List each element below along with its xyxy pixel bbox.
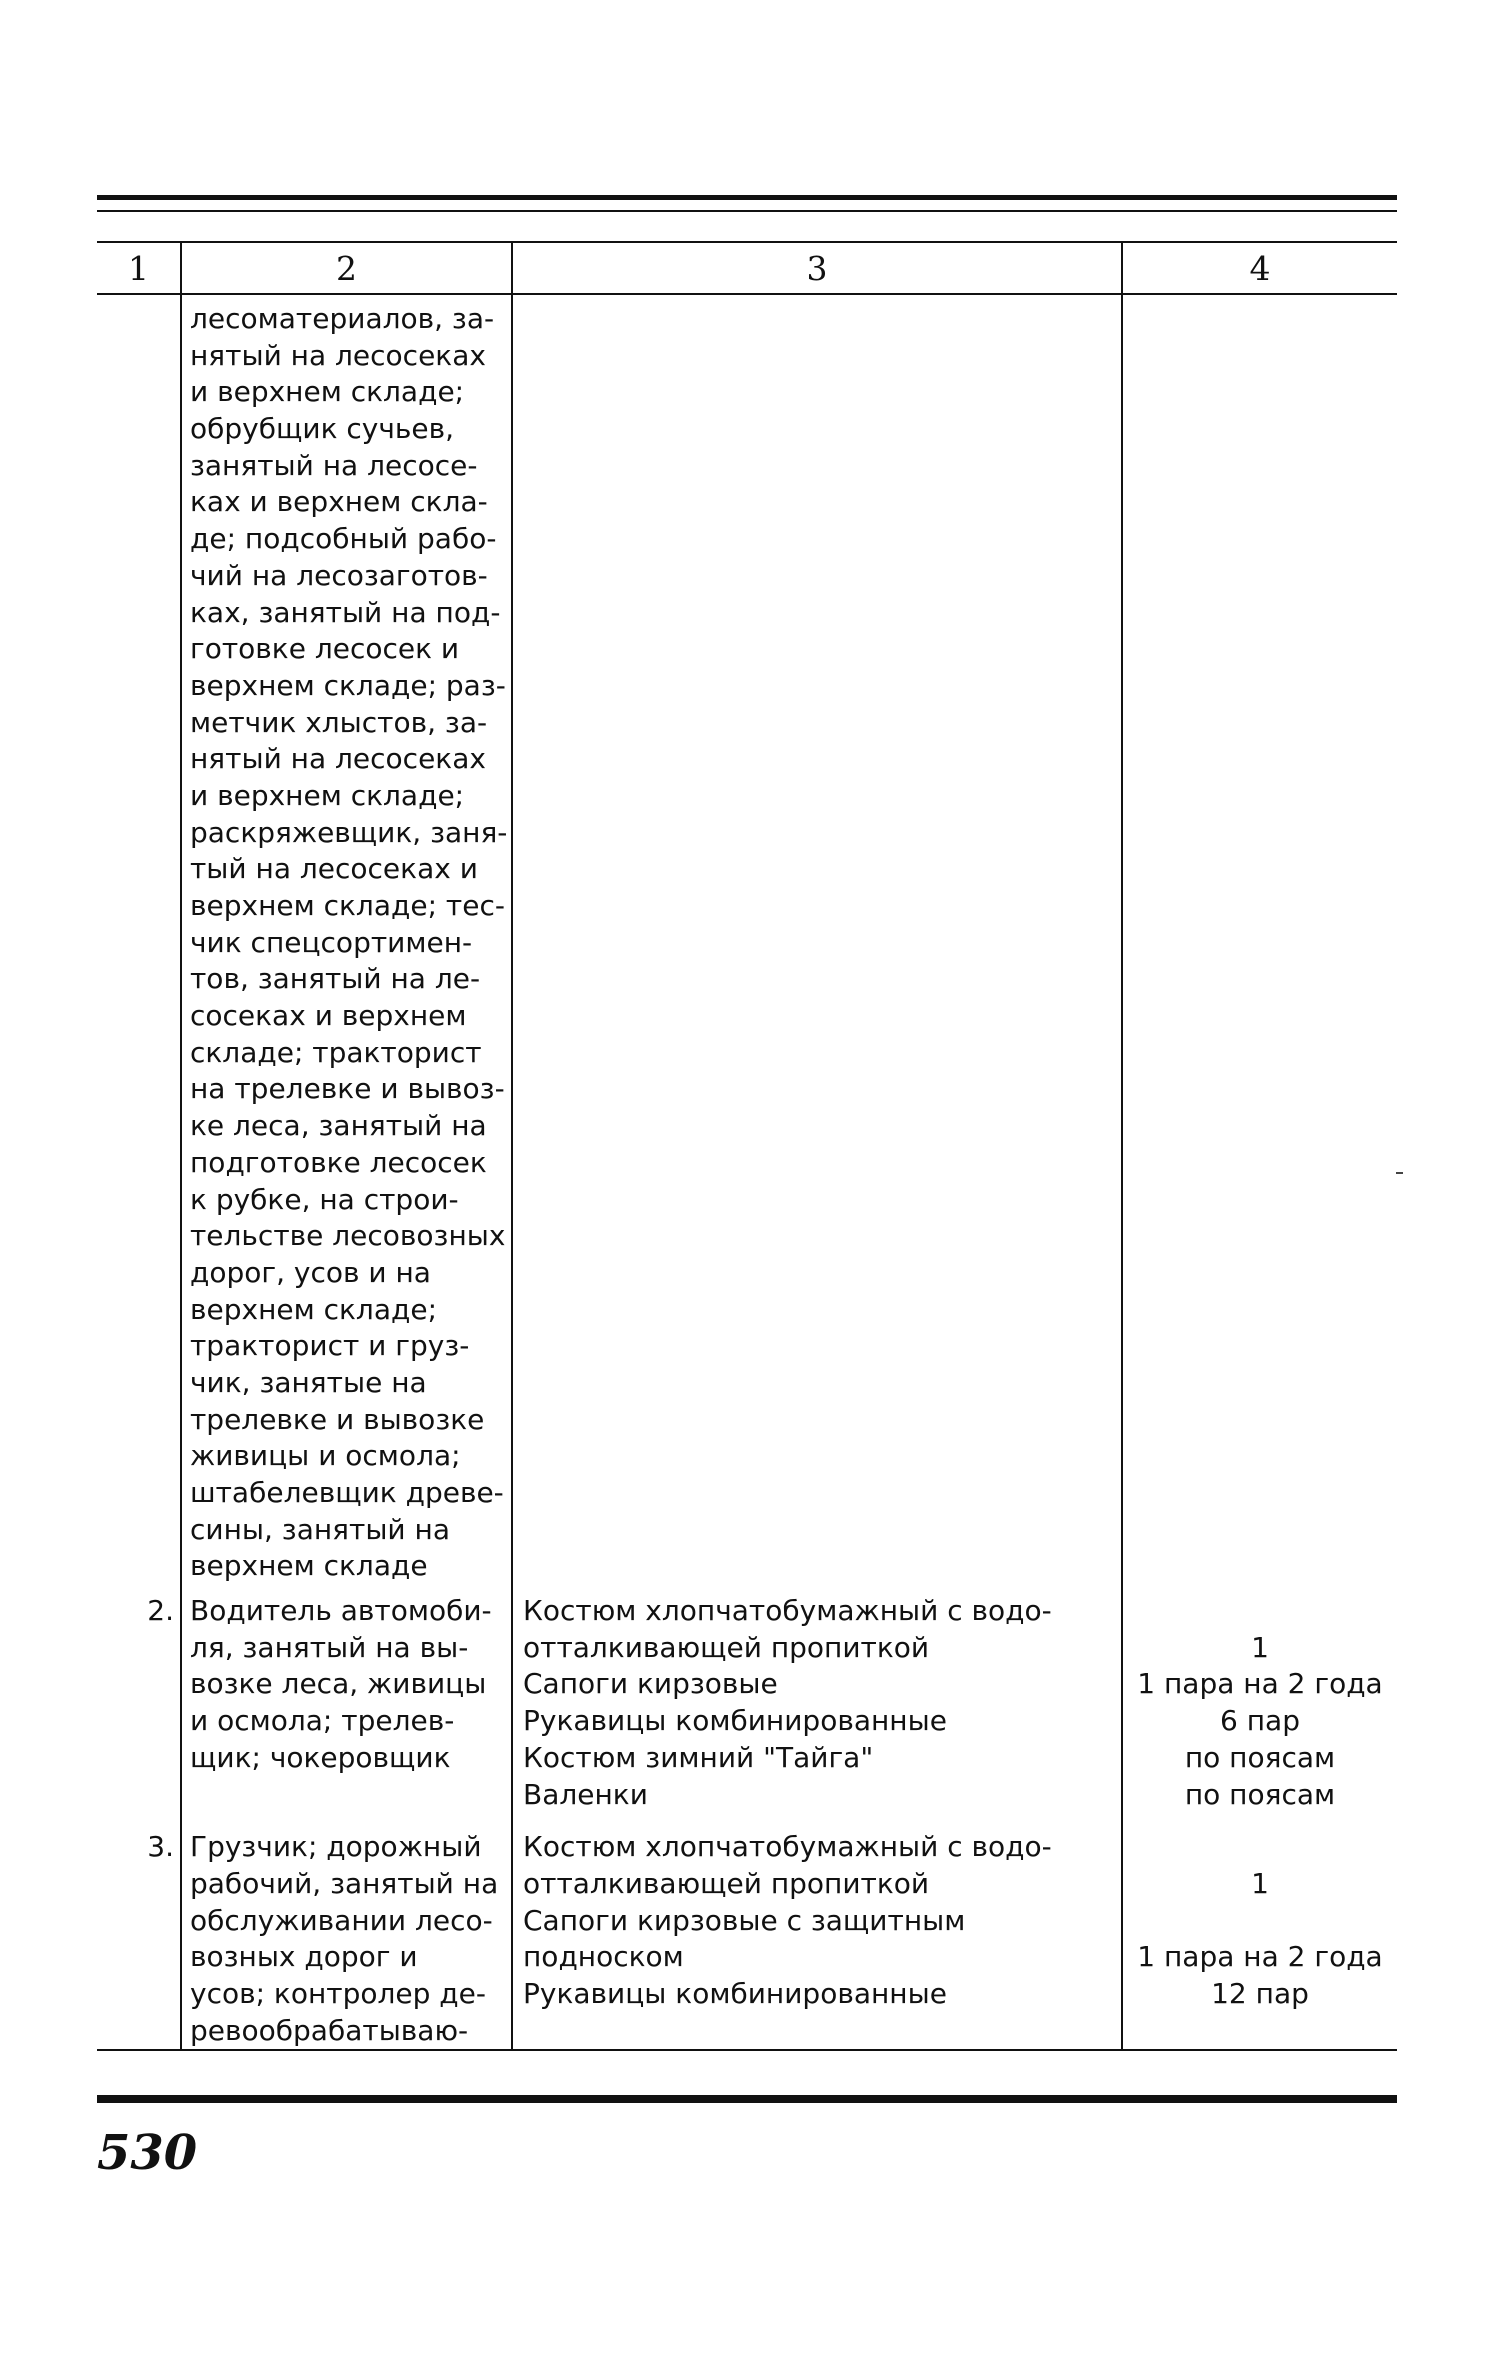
page-number: 530: [97, 2125, 198, 2181]
cell-line: подноском: [523, 1940, 684, 1974]
cell-line: 1 пара на 2 года: [1137, 1940, 1383, 1974]
bottom-rule: [97, 2095, 1397, 2103]
cell-line: Костюм зимний "Тайга": [523, 1740, 874, 1774]
cell-line: де; подсобный рабо-: [190, 522, 497, 556]
column-header-1: 1: [97, 242, 181, 294]
cell-line: чик, занятые на: [190, 1365, 427, 1399]
column-header-2: 2: [181, 242, 512, 294]
cell-line: дорог, усов и на: [190, 1255, 431, 1289]
cell-line: Валенки: [523, 1777, 648, 1811]
cell-line: тый на лесосеках и: [190, 852, 478, 886]
cell-line: к рубке, на строи-: [190, 1182, 459, 1216]
top-double-rule-thin: [97, 210, 1397, 212]
cell-line: ках, занятый на под-: [190, 595, 501, 629]
cell-line: тельстве лесовозных: [190, 1219, 506, 1253]
cell-line: возке леса, живицы: [190, 1667, 487, 1701]
cell-line: [1123, 1593, 1397, 1630]
ppe-items-cell: [512, 294, 1122, 1591]
cell-line: на трелевке и вывоз-: [190, 1072, 505, 1106]
cell-line: Грузчик; дорожный: [190, 1830, 482, 1864]
column-header-4: 4: [1122, 242, 1397, 294]
cell-line: ля, занятый на вы-: [190, 1630, 469, 1664]
issue-norm-cell: [1122, 294, 1397, 1591]
cell-line: отталкивающей пропиткой: [523, 1630, 930, 1664]
cell-line: усов; контролер де-: [190, 1976, 486, 2010]
cell-line: 1: [1251, 1866, 1269, 1900]
cell-line: 12 пар: [1211, 1976, 1309, 2010]
cell-line: метчик хлыстов, за-: [190, 705, 488, 739]
stray-print-mark: [1396, 1172, 1403, 1174]
occupation-cell: [181, 294, 512, 1591]
cell-line: ревообрабатываю-: [190, 2013, 469, 2047]
cell-line: щик; чокеровщик: [190, 1740, 451, 1774]
row-number: [97, 294, 181, 1591]
cell-line: сосеках и верхнем: [190, 999, 467, 1033]
cell-line: трелевке и вывозке: [190, 1402, 485, 1436]
cell-line: готовке лесосек и: [190, 632, 460, 666]
cell-line: отталкивающей пропиткой: [523, 1866, 930, 1900]
cell-line: Рукавицы комбинированные: [523, 1976, 947, 2010]
cell-line: и осмола; трелев-: [190, 1704, 455, 1738]
cell-line: [1123, 1903, 1397, 1940]
cell-line: тракторист и груз-: [190, 1329, 470, 1363]
cell-line: Рукавицы комбинированные: [523, 1704, 947, 1738]
cell-line: сины, занятый на: [190, 1512, 450, 1546]
table-row: [97, 294, 1397, 1591]
cell-line: и верхнем складе;: [190, 778, 465, 812]
cell-line: нятый на лесосеках: [190, 742, 486, 776]
cell-line: рабочий, занятый на: [190, 1866, 499, 1900]
cell-line: верхнем складе: [190, 1549, 428, 1583]
cell-line: подготовке лесосек: [190, 1145, 487, 1179]
row-number: 3.: [97, 1823, 181, 2050]
cell-line: занятый на лесосе-: [190, 448, 478, 482]
cell-line: Костюм хлопчатобумажный с водо-: [523, 1594, 1052, 1628]
cell-line: ке леса, занятый на: [190, 1109, 487, 1143]
cell-line: тов, занятый на ле-: [190, 962, 481, 996]
issue-norm-cell: [1122, 1823, 1397, 2050]
cell-line: чий на лесозаготов-: [190, 558, 488, 592]
row-number: 2.: [147, 1594, 174, 1628]
cell-line: 6 пар: [1220, 1704, 1300, 1738]
cell-line: Сапоги кирзовые: [523, 1667, 778, 1701]
cell-line: Сапоги кирзовые с защитным: [523, 1903, 966, 1937]
column-header-3: 3: [512, 242, 1122, 294]
cell-line: верхнем складе;: [190, 1292, 438, 1326]
ppe-items-cell: [512, 1823, 1122, 2050]
ppe-items-cell: [512, 1591, 1122, 1823]
occupation-cell: [181, 1823, 512, 2050]
cell-line: 1 пара на 2 года: [1137, 1667, 1383, 1701]
cell-line: штабелевщик древе-: [190, 1476, 504, 1509]
cell-line: чик спецсортимен-: [190, 925, 473, 959]
cell-line: лесоматериалов, за-: [190, 302, 495, 335]
table-header-row: [97, 242, 1397, 294]
occupation-cell: [181, 1591, 512, 1823]
cell-line: верхнем складе; тес-: [190, 889, 505, 922]
top-double-rule-thick: [97, 195, 1397, 200]
cell-line: живицы и осмола;: [190, 1439, 461, 1473]
cell-line: ках и верхнем скла-: [190, 485, 488, 519]
cell-line: [1123, 1829, 1397, 1866]
cell-line: по поясам: [1184, 1740, 1336, 1774]
issue-norm-cell: [1122, 1591, 1397, 1823]
cell-line: Костюм хлопчатобумажный с водо-: [523, 1830, 1052, 1864]
ppe-norms-table: [97, 241, 1397, 2051]
cell-line: обслуживании лесо-: [190, 1903, 493, 1937]
cell-line: верхнем складе; раз-: [190, 668, 506, 702]
cell-line: по поясам: [1184, 1777, 1336, 1811]
cell-line: нятый на лесосеках: [190, 338, 486, 372]
cell-line: обрубщик сучьев,: [190, 412, 455, 446]
cell-line: Водитель автомоби-: [190, 1594, 492, 1628]
table-row: [97, 1591, 1397, 1823]
cell-line: и верхнем складе;: [190, 375, 465, 409]
table-row: [97, 1823, 1397, 2050]
cell-line: раскряжевщик, заня-: [190, 815, 508, 849]
cell-line: складе; тракторист: [190, 1035, 482, 1069]
cell-line: 1: [1251, 1630, 1269, 1664]
cell-line: возных дорог и: [190, 1940, 418, 1974]
